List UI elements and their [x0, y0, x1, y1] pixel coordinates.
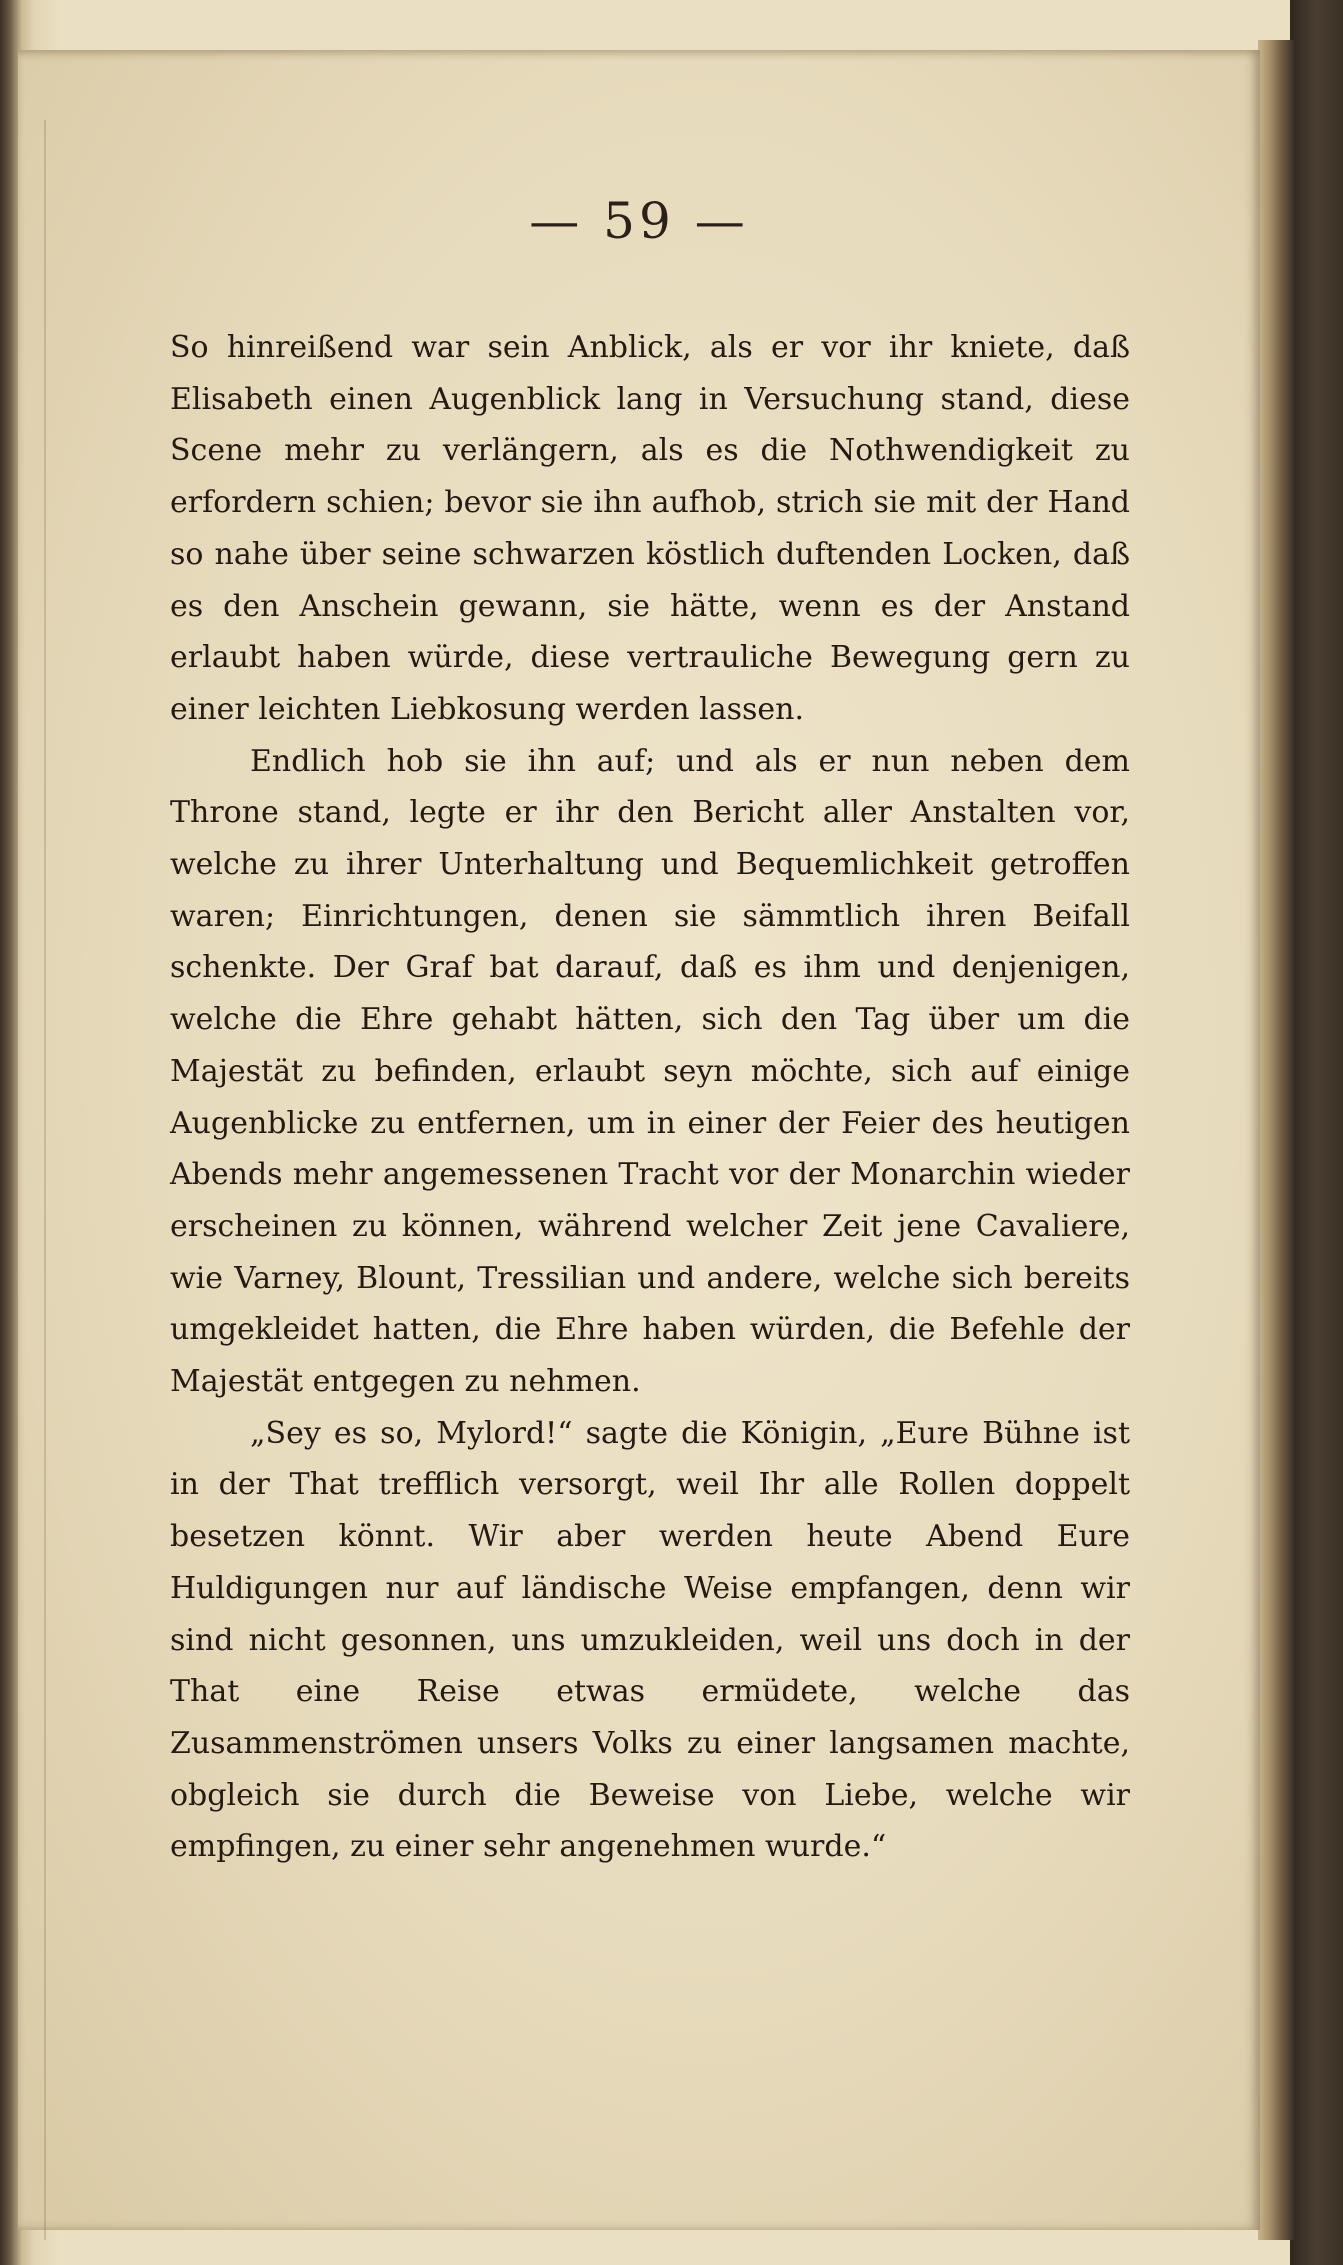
- page-number: — 59 —: [529, 192, 749, 250]
- page-stack-edge: [1258, 40, 1294, 2240]
- paragraph-1: So hinreißend war sein Anblick, als er vor ihr kniete, daß Elisabeth einen Augenblick lang in Versuchung stand, diese Scene mehr zu verlängern, als es die Nothwendigkeit zu erfordern schien; bevor sie ihn aufhob, strich sie mit der Hand so nahe über seine schwarzen köstlich duftenden Locken, daß es den Anschein gewann, sie hätte, wenn es der Anstand erlaubt haben würde, diese vertrauliche Bewegung gern zu einer leichten Liebkosung werden lassen.: [170, 330, 1130, 727]
- book-page: [18, 50, 1260, 2230]
- paragraph-3: „Sey es so, Mylord!“ sagte die Königin, „Eure Bühne ist in der That trefflich versorgt, weil Ihr alle Rollen doppelt besetzen könnt. Wir aber werden heute Abend Eure Huldigungen nur auf ländische Weise empfangen, denn wir sind nicht gesonnen, uns umzukleiden, weil uns doch in der That eine Reise etwas ermüdete, welche das Zusammenströmen unsers Volks zu einer langsamen machte, obgleich sie durch die Beweise von Liebe, welche wir empfingen, zu einer sehr angenehmen wurde.“: [170, 1415, 1130, 1865]
- body-text: [170, 322, 1130, 1873]
- gutter-line: [44, 120, 46, 2240]
- paragraph-2: Endlich hob sie ihn auf; und als er nun neben dem Throne stand, legte er ihr den Bericht aller Anstalten vor, welche zu ihrer Unterhaltung und Bequemlichkeit getroffen waren; Einrichtungen, denen sie sämmtlich ihren Beifall schenkte. Der Graf bat darauf, daß es ihm und denjenigen, welche die Ehre gehabt hätten, sich den Tag über um die Majestät zu befinden, erlaubt seyn möchte, sich auf einige Augenblicke zu entfernen, um in einer der Feier des heutigen Abends mehr angemessenen Tracht vor der Monarchin wieder erscheinen zu können, während welcher Zeit jene Cavaliere, wie Varney, Blount, Tressilian und andere, welche sich bereits umgekleidet hatten, die Ehre haben würden, die Befehle der Majestät entgegen zu nehmen.: [170, 743, 1130, 1400]
- book-cover-edge: [1290, 0, 1343, 2265]
